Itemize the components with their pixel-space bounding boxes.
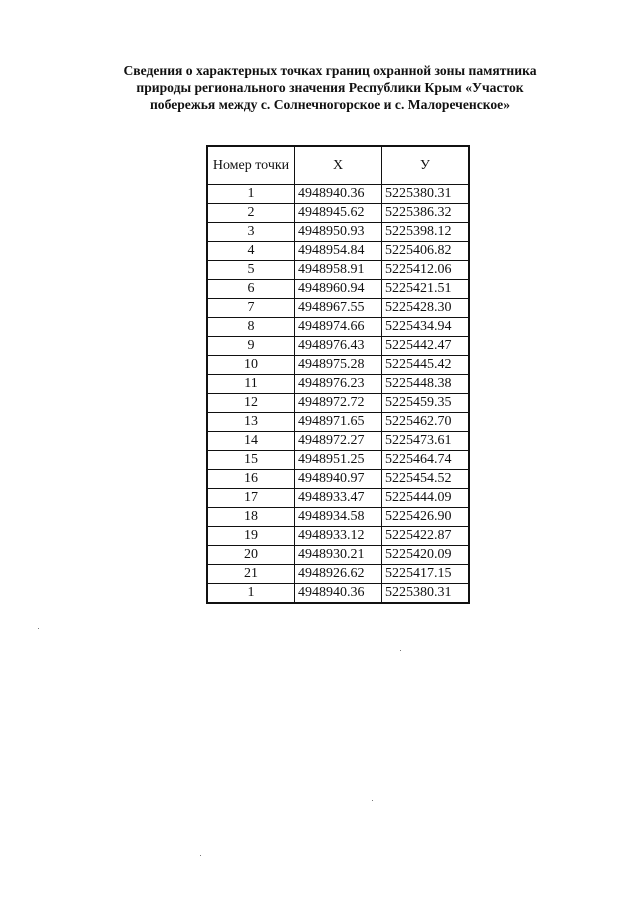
table-row [207, 432, 469, 451]
table-row [207, 337, 469, 356]
y-coordinate-cell: 5225380.31 [382, 185, 470, 204]
point-number-cell: 1 [207, 584, 295, 604]
x-coordinate-cell: 4948934.58 [295, 508, 382, 527]
point-number-cell: 12 [207, 394, 295, 413]
table-row [207, 546, 469, 565]
x-coordinate-cell: 4948933.47 [295, 489, 382, 508]
point-number-cell: 15 [207, 451, 295, 470]
y-coordinate-cell: 5225428.30 [382, 299, 470, 318]
point-number-cell: 9 [207, 337, 295, 356]
x-coordinate-cell: 4948975.28 [295, 356, 382, 375]
y-coordinate-cell: 5225445.42 [382, 356, 470, 375]
point-number-cell: 18 [207, 508, 295, 527]
table-row [207, 299, 469, 318]
x-coordinate-cell: 4948976.23 [295, 375, 382, 394]
table-row [207, 508, 469, 527]
scan-speck [200, 855, 201, 856]
y-coordinate-cell: 5225462.70 [382, 413, 470, 432]
title-line-1: Сведения о характерных точках границ охранной зоны памятника [123, 63, 537, 78]
table-row [207, 489, 469, 508]
header-y: У [382, 146, 470, 185]
x-coordinate-cell: 4948954.84 [295, 242, 382, 261]
point-number-cell: 19 [207, 527, 295, 546]
point-number-cell: 17 [207, 489, 295, 508]
x-coordinate-cell: 4948958.91 [295, 261, 382, 280]
table-row [207, 223, 469, 242]
x-coordinate-cell: 4948945.62 [295, 204, 382, 223]
table-row [207, 470, 469, 489]
table-row [207, 204, 469, 223]
point-number-cell: 5 [207, 261, 295, 280]
x-coordinate-cell: 4948960.94 [295, 280, 382, 299]
y-coordinate-cell: 5225406.82 [382, 242, 470, 261]
table-row [207, 280, 469, 299]
point-number-cell: 20 [207, 546, 295, 565]
x-coordinate-cell: 4948940.36 [295, 185, 382, 204]
point-number-cell: 8 [207, 318, 295, 337]
x-coordinate-cell: 4948950.93 [295, 223, 382, 242]
scan-speck [372, 800, 373, 801]
point-number-cell: 14 [207, 432, 295, 451]
x-coordinate-cell: 4948976.43 [295, 337, 382, 356]
table-row [207, 527, 469, 546]
table-row [207, 451, 469, 470]
table-row [207, 185, 469, 204]
x-coordinate-cell: 4948971.65 [295, 413, 382, 432]
table-row [207, 261, 469, 280]
y-coordinate-cell: 5225420.09 [382, 546, 470, 565]
y-coordinate-cell: 5225398.12 [382, 223, 470, 242]
x-coordinate-cell: 4948930.21 [295, 546, 382, 565]
x-coordinate-cell: 4948940.97 [295, 470, 382, 489]
point-number-cell: 11 [207, 375, 295, 394]
y-coordinate-cell: 5225464.74 [382, 451, 470, 470]
x-coordinate-cell: 4948951.25 [295, 451, 382, 470]
x-coordinate-cell: 4948967.55 [295, 299, 382, 318]
scan-speck [400, 650, 401, 651]
table-row [207, 242, 469, 261]
y-coordinate-cell: 5225417.15 [382, 565, 470, 584]
table-row [207, 565, 469, 584]
table-row [207, 584, 469, 604]
y-coordinate-cell: 5225434.94 [382, 318, 470, 337]
table-row [207, 413, 469, 432]
y-coordinate-cell: 5225448.38 [382, 375, 470, 394]
coordinates-table [206, 145, 470, 604]
x-coordinate-cell: 4948972.72 [295, 394, 382, 413]
y-coordinate-cell: 5225454.52 [382, 470, 470, 489]
x-coordinate-cell: 4948933.12 [295, 527, 382, 546]
title-line-2: природы регионального значения Республики Крым «Участок [136, 80, 524, 95]
header-x: X [295, 146, 382, 185]
point-number-cell: 7 [207, 299, 295, 318]
document-title [90, 62, 570, 113]
point-number-cell: 1 [207, 185, 295, 204]
table-row [207, 356, 469, 375]
point-number-cell: 2 [207, 204, 295, 223]
y-coordinate-cell: 5225426.90 [382, 508, 470, 527]
y-coordinate-cell: 5225380.31 [382, 584, 470, 604]
x-coordinate-cell: 4948972.27 [295, 432, 382, 451]
y-coordinate-cell: 5225386.32 [382, 204, 470, 223]
table-body [207, 185, 469, 604]
point-number-cell: 21 [207, 565, 295, 584]
header-point-number: Номер точки [207, 146, 295, 185]
y-coordinate-cell: 5225473.61 [382, 432, 470, 451]
point-number-cell: 13 [207, 413, 295, 432]
table-row [207, 318, 469, 337]
point-number-cell: 4 [207, 242, 295, 261]
y-coordinate-cell: 5225459.35 [382, 394, 470, 413]
point-number-cell: 3 [207, 223, 295, 242]
x-coordinate-cell: 4948926.62 [295, 565, 382, 584]
title-line-3: побережья между с. Солнечногорское и с. Малореченское» [149, 97, 511, 112]
y-coordinate-cell: 5225421.51 [382, 280, 470, 299]
y-coordinate-cell: 5225444.09 [382, 489, 470, 508]
y-coordinate-cell: 5225412.06 [382, 261, 470, 280]
table-header-row [207, 146, 469, 185]
x-coordinate-cell: 4948940.36 [295, 584, 382, 604]
table-row [207, 375, 469, 394]
point-number-cell: 10 [207, 356, 295, 375]
point-number-cell: 6 [207, 280, 295, 299]
y-coordinate-cell: 5225442.47 [382, 337, 470, 356]
y-coordinate-cell: 5225422.87 [382, 527, 470, 546]
table-row [207, 394, 469, 413]
point-number-cell: 16 [207, 470, 295, 489]
x-coordinate-cell: 4948974.66 [295, 318, 382, 337]
scan-speck [38, 628, 39, 629]
